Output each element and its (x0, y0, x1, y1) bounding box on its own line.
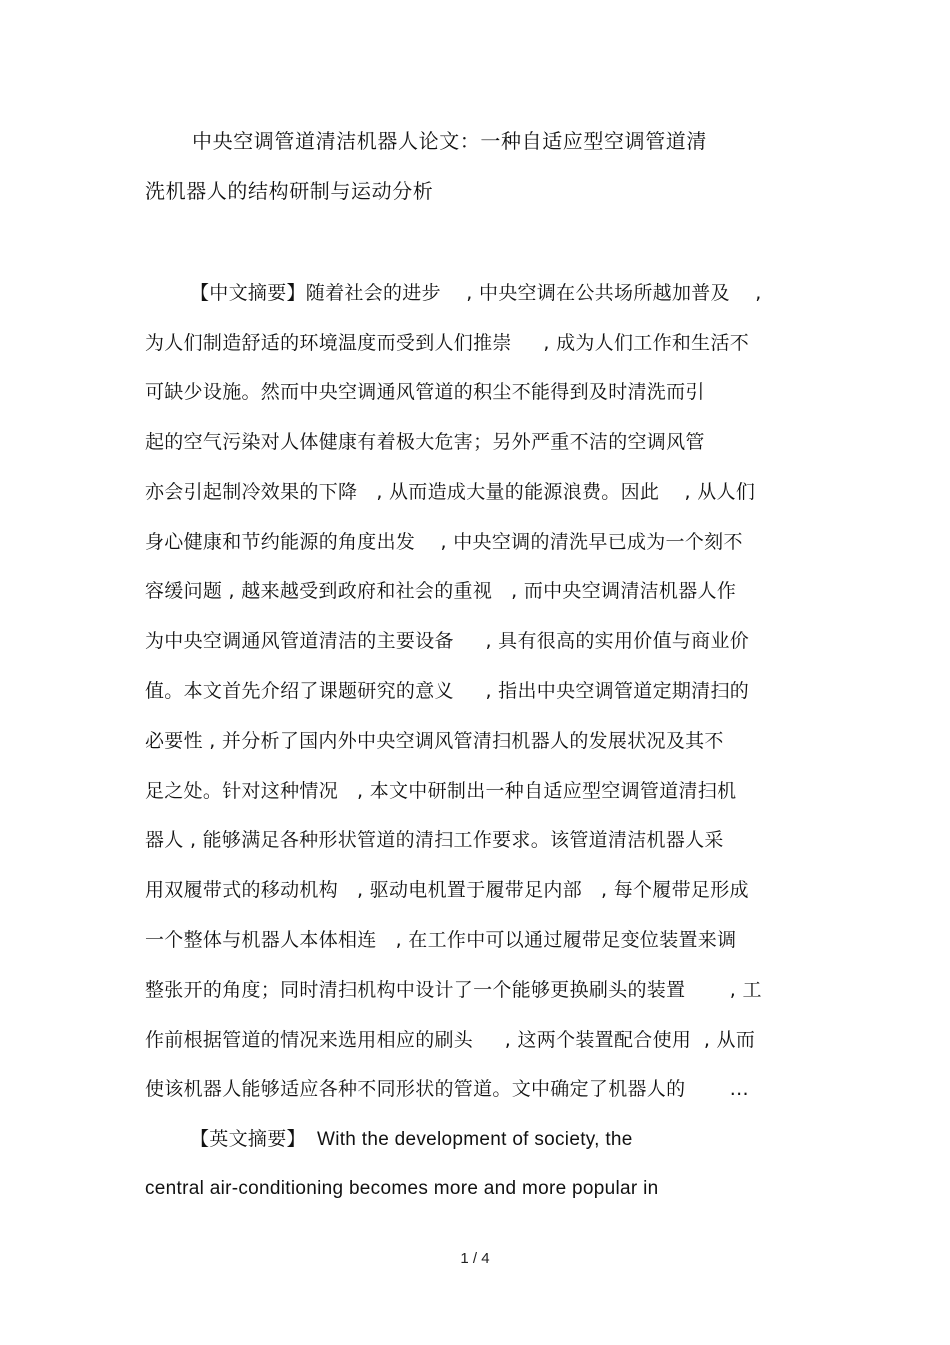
abstract-cn-line: 值。本文首先介绍了课题研究的意义 , 指出中央空调管道定期清扫的 (145, 680, 750, 702)
abstract-cn-line: 身心健康和节约能源的角度出发 , 中央空调的清洗早已成为一个刻不 (145, 531, 743, 553)
abstract-cn-line: 使该机器人能够适应各种不同形状的管道。文中确定了机器人的 ... (145, 1078, 749, 1100)
abstract-cn-line: 亦会引起制冷效果的下降 , 从而造成大量的能源浪费。因此 , 从人们 (145, 481, 756, 503)
abstract-cn-line: 作前根据管道的情况来选用相应的刷头 , 这两个装置配合使用 , 从而 (145, 1029, 756, 1051)
abstract-cn-line: 用双履带式的移动机构 , 驱动电机置于履带足内部 , 每个履带足形成 (145, 879, 749, 901)
abstract-en-text: With the development of society, the (305, 1129, 633, 1150)
abstract-cn-line: 为人们制造舒适的环境温度而受到人们推崇 , 成为人们工作和生活不 (145, 332, 750, 354)
abstract-en-line-2: central air-conditioning becomes more and more popular in (145, 1178, 659, 1199)
abstract-cn-line: 可缺少设施。然而中央空调通风管道的积尘不能得到及时清洗而引 (145, 381, 705, 403)
page-number: 1 / 4 (460, 1250, 490, 1267)
abstract-cn-line: 器人 , 能够满足各种形状管道的清扫工作要求。该管道清洁机器人采 (145, 829, 724, 851)
abstract-cn-line: 一个整体与机器人本体相连 , 在工作中可以通过履带足变位装置来调 (145, 929, 737, 951)
abstract-cn-line: 起的空气污染对人体健康有着极大危害；另外严重不洁的空调风管 (145, 431, 705, 453)
abstract-cn-line: 整张开的角度；同时清扫机构中设计了一个能够更换刷头的装置 , 工 (145, 979, 762, 1001)
title-line-2: 洗机器人的结构研制与运动分析 (145, 179, 434, 203)
abstract-cn-line: 必要性 , 并分析了国内外中央空调风管清扫机器人的发展状况及其不 (145, 730, 724, 752)
abstract-cn-line: 为中央空调通风管道清洁的主要设备 , 具有很高的实用价值与商业价 (145, 630, 750, 652)
abstract-cn-line: 【中文摘要】随着社会的进步 , 中央空调在公共场所越加普及 , (190, 282, 762, 304)
abstract-en-label: 【英文摘要】 (190, 1128, 306, 1150)
abstract-cn-line: 足之处。针对这种情况 , 本文中研制出一种自适应型空调管道清扫机 (145, 780, 737, 802)
abstract-en-line-1 (190, 1126, 633, 1153)
abstract-cn-line: 容缓问题 , 越来越受到政府和社会的重视 , 而中央空调清洁机器人作 (145, 580, 737, 602)
title-line-1: 中央空调管道清洁机器人论文：一种自适应型空调管道清 (192, 129, 707, 153)
